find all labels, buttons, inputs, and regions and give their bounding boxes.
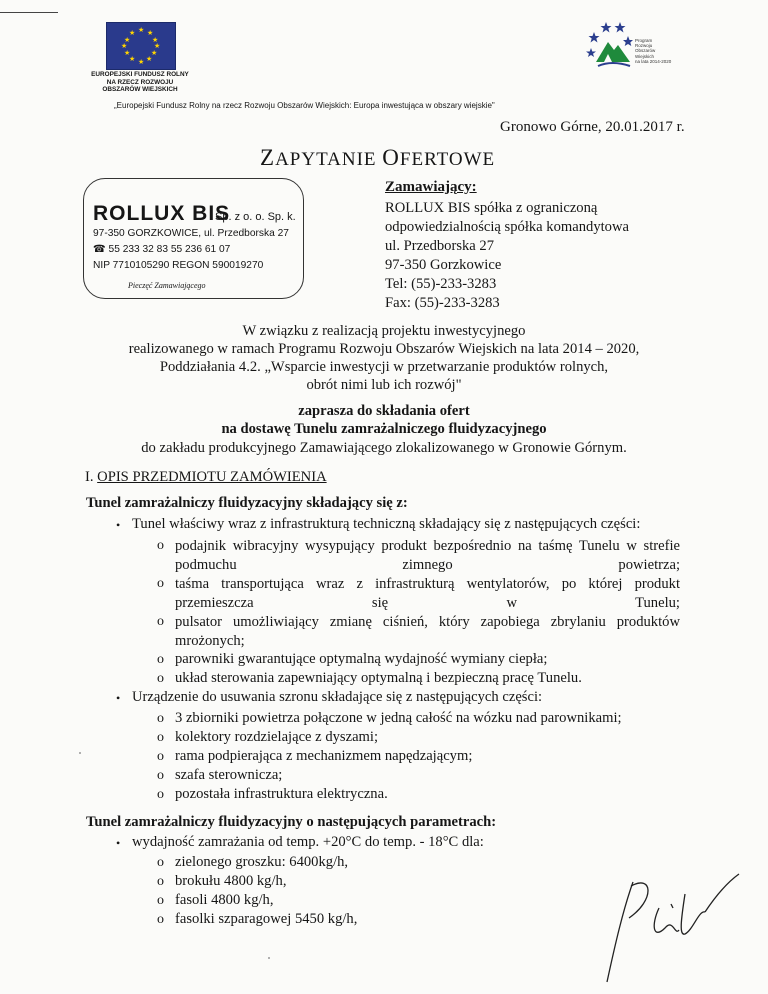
list-item: fasolki szparagowej 5450 kg/h, — [175, 911, 358, 927]
buyer-line: ROLLUX BIS spółka z ograniczoną — [385, 200, 598, 216]
intro-line: Poddziałania 4.2. „Wsparcie inwestycji w przetwarzanie produktów rolnych, — [159, 359, 609, 375]
list-item: parowniki gwarantujące optymalną wydajność wymiany ciepła; — [175, 651, 548, 667]
list-item: szafa sterownicza; — [175, 767, 283, 783]
eu-fund-line: OBSZARÓW WIEJSKICH — [102, 86, 178, 93]
title-initial: Z — [260, 145, 276, 170]
sub-bullet-marker: o — [157, 711, 164, 726]
sub-bullet-marker: o — [157, 855, 164, 870]
stamp-legal-form: Sp. z o. o. Sp. k. — [215, 211, 296, 223]
list-item: pozostała infrastruktura elektryczna. — [175, 786, 388, 802]
subject-heading: Tunel zamrażalniczy fluidyzacyjny składający się z: — [86, 495, 408, 511]
eu-flag-logo: ★ ★ ★ ★ ★ ★ ★ ★ ★ ★ ★ ★ — [106, 22, 176, 70]
scan-speck — [79, 752, 81, 754]
scan-edge-line — [0, 12, 58, 13]
plant-location-line: do zakładu produkcyjnego Zamawiającego zlokalizowanego w Gronowie Górnym. — [141, 440, 627, 456]
sub-bullet-marker: o — [157, 893, 164, 908]
intro-line: W związku z realizacją projektu inwestycyjnego — [242, 323, 526, 339]
handwritten-signature — [593, 870, 743, 990]
sub-bullet-marker: o — [157, 614, 164, 629]
section-title: OPIS PRZEDMIOTU ZAMÓWIENIA — [97, 469, 327, 485]
invite-line: na dostawę Tunelu zamrażalniczego fluidyzacyjnego — [221, 421, 547, 437]
intro-line: realizowanego w ramach Programu Rozwoju Obszarów Wiejskich na lata 2014 – 2020, — [128, 341, 640, 357]
list-item: fasoli 4800 kg/h, — [175, 892, 274, 908]
stamp-caption: Pieczęć Zamawiającego — [128, 281, 206, 290]
prow-logo-caption — [635, 38, 671, 64]
sub-bullet-marker: o — [157, 874, 164, 889]
phone-icon: ☎ — [93, 244, 109, 255]
buyer-line: Tel: (55)-233-3283 — [385, 276, 497, 292]
prow-caption-line: Wiejskich — [635, 53, 655, 59]
section-heading — [85, 469, 327, 486]
eu-slogan: „Europejski Fundusz Rolny na rzecz Rozwoju Obszarów Wiejskich: Europa inwestująca w obszary wiejskie" — [114, 101, 495, 110]
buyer-line: odpowiedzialnością spółka komandytowa — [385, 219, 629, 235]
title-part: FERTOWE — [399, 149, 496, 170]
stamp-address: 97-350 GORZKOWICE, ul. Przedborska 27 — [93, 228, 289, 239]
sub-bullet-marker: o — [157, 730, 164, 745]
section-number: I. — [85, 469, 94, 485]
sub-bullet-marker: o — [157, 912, 164, 927]
eu-fund-line: NA RZECZ ROZWOJU — [106, 78, 174, 86]
invite-line: zaprasza do składania ofert — [298, 403, 470, 419]
buyer-line: Fax: (55)-233-3283 — [385, 295, 500, 311]
title-initial: O — [382, 145, 400, 170]
parameters-heading: Tunel zamrażalniczy fluidyzacyjny o następujących parametrach: — [86, 814, 497, 830]
list-item: podajnik wibracyjny wysypujący produkt bezpośrednio na taśmę Tunelu w strefie podmuchu zimnego powietrza; — [175, 538, 680, 573]
eu-fund-caption — [80, 71, 200, 94]
sub-bullet-marker: o — [157, 576, 164, 591]
sub-bullet-marker: o — [157, 538, 164, 553]
place-and-date: Gronowo Górne, 20.01.2017 r. — [500, 119, 685, 135]
title-part: APYTANIE — [275, 149, 383, 170]
stamp-phones — [93, 244, 230, 255]
bullet-marker: • — [116, 518, 121, 532]
bullet-marker: • — [116, 836, 121, 850]
sub-bullet-marker: o — [157, 749, 164, 764]
bullet-text: wydajność zamrażania od temp. +20°C do temp. - 18°C dla: — [132, 834, 484, 850]
prow-caption-line: na lata 2014-2020 — [635, 58, 672, 64]
buyer-line: 97-350 Gorzkowice — [385, 257, 502, 273]
scan-speck — [268, 957, 270, 959]
sub-bullet-marker: o — [157, 652, 164, 667]
sub-bullet-marker: o — [157, 671, 164, 686]
list-item: rama podpierająca z mechanizmem napędzającym; — [175, 748, 473, 764]
list-item: kolektory rozdzielające z dyszami; — [175, 729, 379, 745]
list-item: pulsator umożliwiający zmianę ciśnień, który zapobiega zbrylaniu produktów mrożonych; — [175, 614, 680, 649]
sub-bullet-marker: o — [157, 787, 164, 802]
document-title — [260, 145, 495, 171]
bullet-text: Urządzenie do usuwania szronu składające się z następujących części: — [132, 689, 543, 705]
bullet-marker: • — [116, 691, 121, 705]
prow-caption-line: Obszarów — [635, 48, 656, 54]
eu-fund-line: EUROPEJSKI FUNDUSZ ROLNY — [91, 71, 189, 78]
stamp-ids: NIP 7710105290 REGON 590019270 — [93, 260, 264, 271]
list-item: brokułu 4800 kg/h, — [175, 873, 287, 889]
list-item: 3 zbiorniki powietrza połączone w jedną całość na wózku nad parownikami; — [175, 710, 622, 726]
intro-line: obrót nimi lub ich rozwój" — [306, 377, 462, 393]
list-item: zielonego groszku: 6400kg/h, — [175, 854, 349, 870]
sub-bullet-marker: o — [157, 768, 164, 783]
prow-program-logo — [586, 18, 634, 74]
prow-caption-line: Rozwoju — [635, 43, 653, 49]
prow-caption-line: Program — [635, 38, 653, 43]
stamp-phones-text: 55 233 32 83 55 236 61 07 — [108, 244, 231, 255]
list-item: taśma transportująca wraz z infrastrukturą wentylatorów, po której produkt przemieszcza się w Tunelu; — [175, 576, 680, 611]
stamp-company-name: ROLLUX BIS — [93, 202, 231, 225]
bullet-text: Tunel właściwy wraz z infrastrukturą techniczną składający się z następujących części: — [132, 516, 641, 532]
buyer-heading: Zamawiający: — [385, 179, 477, 195]
list-item: układ sterowania zapewniający optymalną i bezpieczną pracę Tunelu. — [175, 670, 582, 686]
buyer-line: ul. Przedborska 27 — [385, 238, 495, 254]
